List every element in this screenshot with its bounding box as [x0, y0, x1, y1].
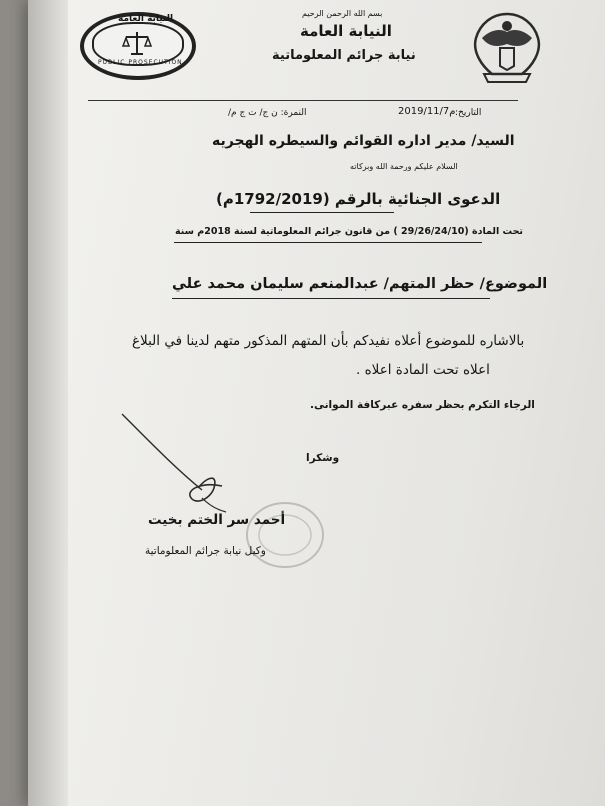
addressee: السيد/ مدير اداره القوائم والسيطره الهجريه	[212, 133, 515, 149]
reference-number: النمرة: ن ج/ ت ج م/	[228, 108, 307, 118]
handwritten-signature	[118, 410, 238, 520]
greeting: السلام عليكم ورحمة الله وبركاته	[350, 162, 458, 171]
subject-line: الموضوع/ حظر المتهم/ عبدالمنعم سليمان محمد علي	[172, 276, 548, 292]
scales-icon	[122, 30, 152, 56]
body-line-1: بالاشاره للموضوع أعلاه نفيدكم بأن المتهم المذكور متهم لدينا في البلاغ	[132, 333, 525, 349]
case-underline	[250, 212, 394, 213]
body-line-2: اعلاه تحت المادة اعلاه .	[356, 362, 490, 378]
header-rule	[88, 100, 518, 101]
article-line: تحت المادة (29/26/24/10 ) من قانون جرائم المعلوماتية لسنة 2018م سنة	[175, 226, 523, 237]
date-value: 2019/11/7م	[398, 106, 456, 117]
bismillah: بسم الله الرحمن الرحيم	[302, 9, 383, 18]
logo-text-arabic: النيابة العامة	[118, 14, 174, 24]
page-fold-shadow	[28, 0, 68, 806]
state-emblem-icon	[462, 8, 552, 88]
logo-text-english: PUBLIC PROSECUTION	[98, 59, 183, 66]
article-underline	[174, 242, 482, 243]
org-title: النيابة العامة	[300, 22, 392, 40]
date-label: التاريخ:	[455, 108, 482, 118]
request-line: الرجاء التكرم بحظر سفره عبركافة الموانى.	[310, 399, 535, 411]
prosecution-logo	[80, 12, 196, 80]
subject-underline	[172, 298, 490, 299]
faint-stamp	[240, 495, 330, 575]
thanks: وشكرا	[306, 452, 340, 464]
signer-title: وكيل نيابة جرائم المعلوماتية	[145, 545, 266, 557]
case-number: الدعوى الجنائية بالرقم (1792/2019م)	[216, 190, 501, 208]
signer-name: أحمد سر الختم بخيت	[148, 512, 286, 528]
department-title: نيابة جرائم المعلوماتية	[272, 48, 416, 63]
